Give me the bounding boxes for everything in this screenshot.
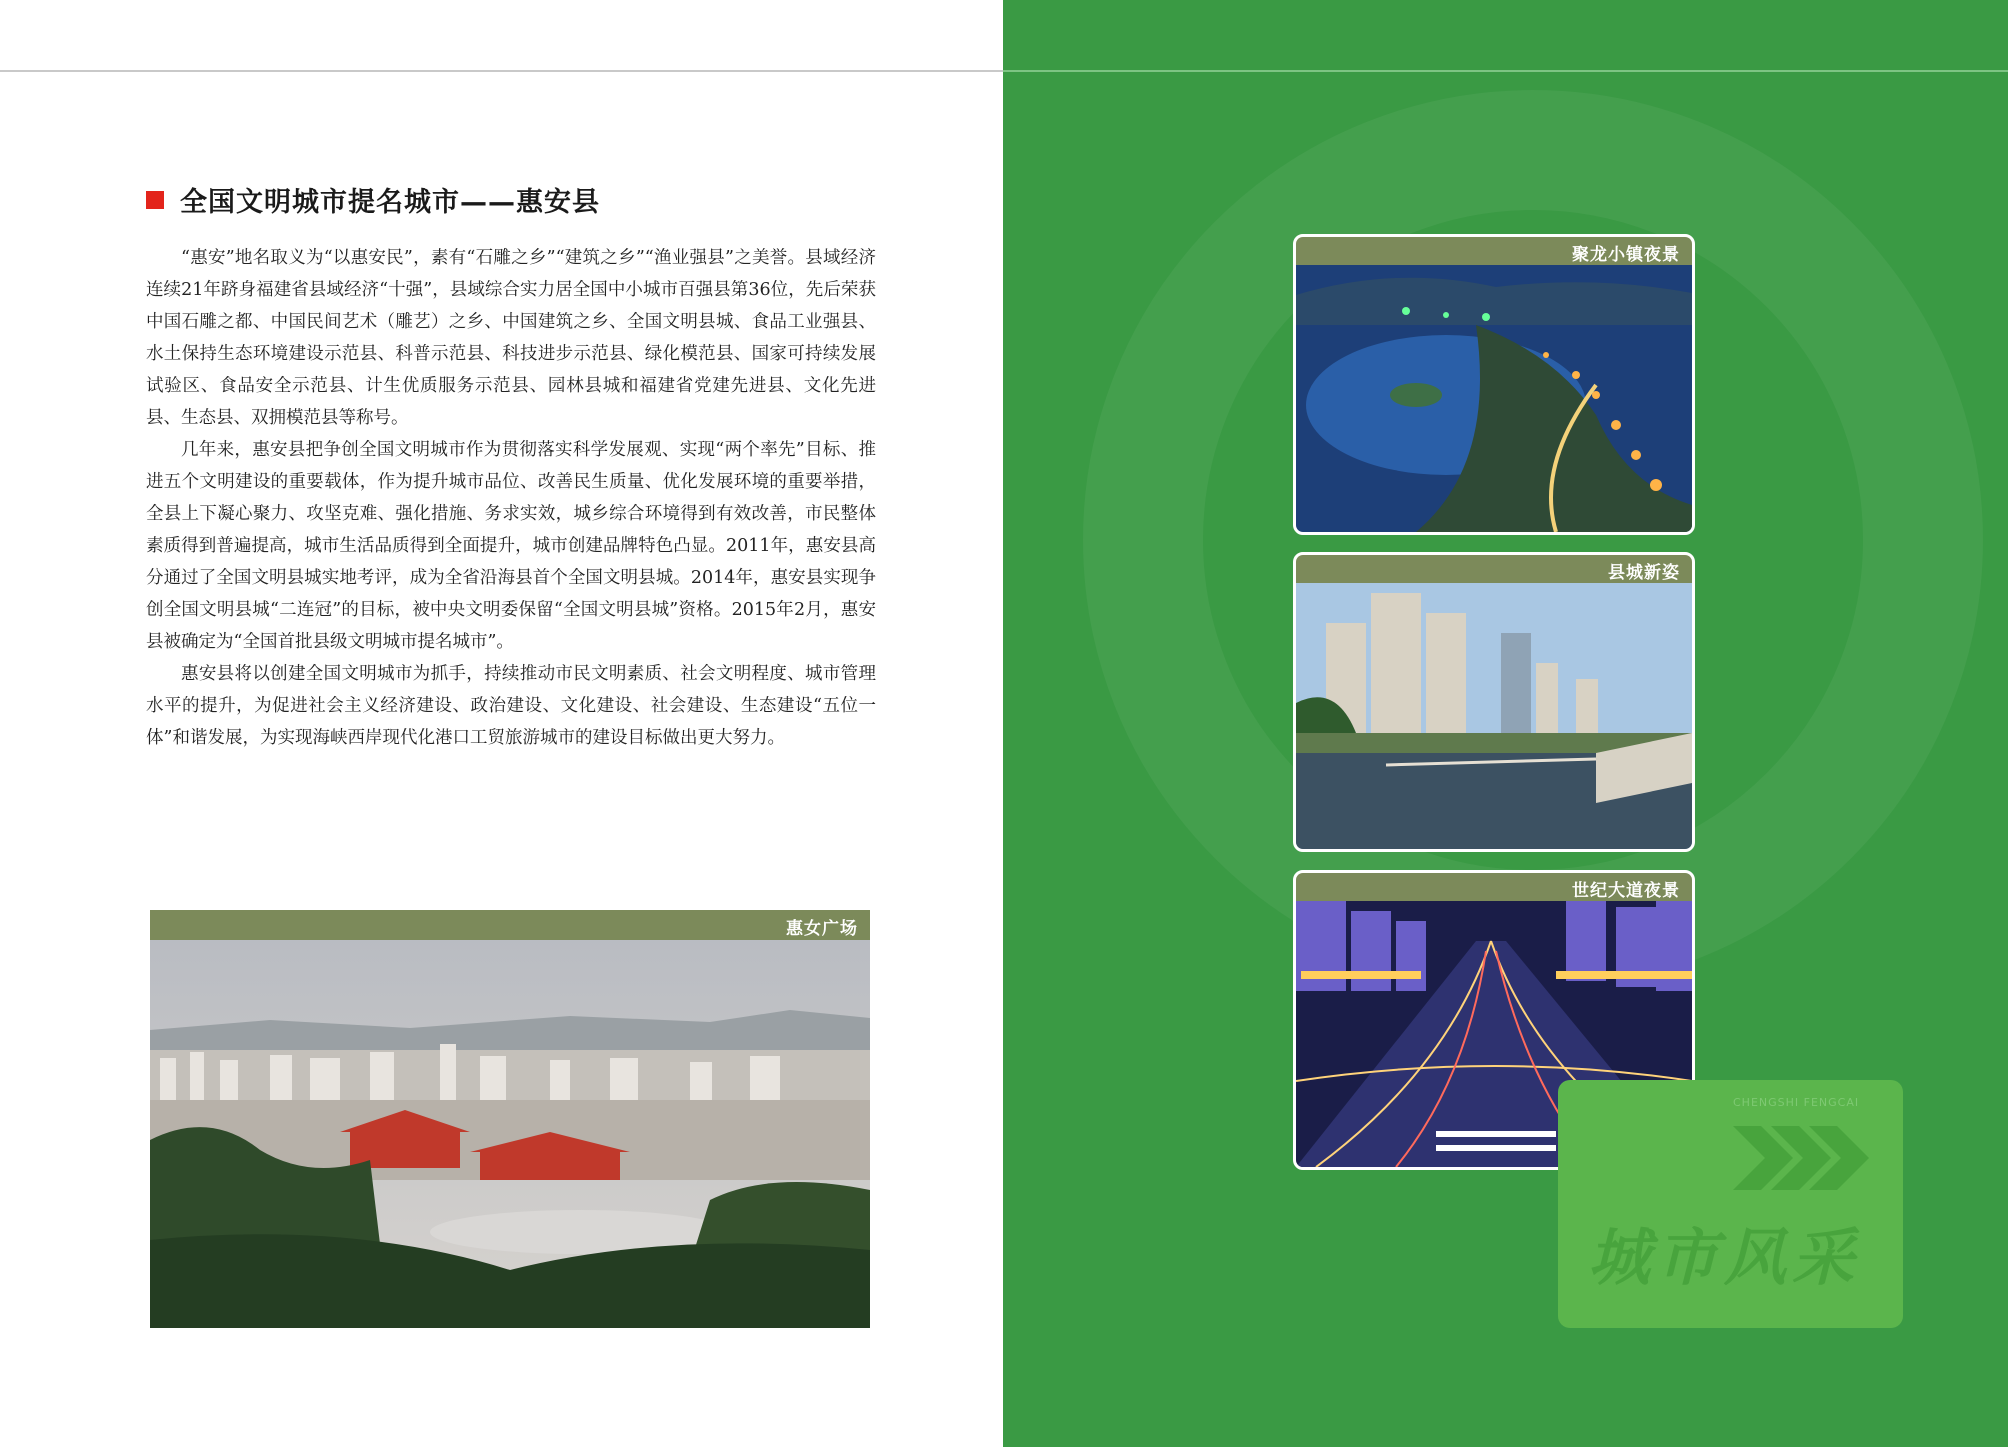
photo-caption: 聚龙小镇夜景 bbox=[1296, 237, 1692, 265]
background-emblem-watermark bbox=[1083, 90, 1983, 990]
paragraph: “惠安”地名取义为“以惠安民”，素有“石雕之乡”“建筑之乡”“渔业强县”之美誉。县域经济连续21年跻身福建省县域经济“十强”，县域综合实力居全国中小城市百强县第36位，先后荣获中国石雕之都、中国民间艺术（雕艺）之乡、中国建筑之乡、全国文明县城、食品工业强县、水土保持生态环境建设示范县、科普示范县、科技进步示范县、绿化模范县、国家可持续发展试验区、食品安全示范县、计生优质服务示范县、园林县城和福建省党建先进县、文化先进县、生态县、双拥模范县等称号。 bbox=[146, 248, 876, 428]
heading-marker-icon bbox=[146, 191, 164, 209]
riverside-buildings-image bbox=[1296, 583, 1692, 849]
photo-card-julong-town bbox=[1293, 234, 1695, 535]
photo-card-county-new-look bbox=[1293, 552, 1695, 852]
badge-chinese-label: 城市风采 bbox=[1588, 1221, 1861, 1294]
chevron-right-icon bbox=[1733, 1118, 1873, 1198]
paragraph: 几年来，惠安县把争创全国文明城市作为贯彻落实科学发展观、实现“两个率先”目标、推进五个文明建设的重要载体，作为提升城市品位、改善民生质量、优化发展环境的重要举措，全县上下凝心聚力、攻坚克难、强化措施、务求实效，城乡综合环境得到有效改善，市民整体素质得到普遍提高，城市生活品质得到全面提升，城市创建品牌特色凸显。2011年，惠安县高分通过了全国文明县城实地考评，成为全省沿海县首个全国文明县城。2014年，惠安县实现争创全国文明县城“二连冠”的目标，被中央文明委保留“全国文明县城”资格。2015年2月，惠安县被确定为“全国首批县级文明城市提名城市”。 bbox=[146, 440, 876, 652]
photo-county-new-look bbox=[1296, 583, 1692, 849]
paragraph: 惠安县将以创建全国文明城市为抓手，持续推动市民文明素质、社会文明程度、城市管理水平的提升，为促进社会主义经济建设、政治建设、文化建设、社会建设、生态建设“五位一体”和谐发展，为实现海峡西岸现代化港口工贸旅游城市的建设目标做出更大努力。 bbox=[146, 664, 876, 748]
top-rule bbox=[0, 70, 1003, 72]
photo-huinv-square bbox=[150, 940, 870, 1328]
top-rule bbox=[1003, 70, 2008, 72]
article-body bbox=[146, 242, 876, 754]
photo-caption: 世纪大道夜景 bbox=[1296, 873, 1692, 901]
section-title: 全国文明城市提名城市——惠安县 bbox=[180, 187, 600, 218]
right-page bbox=[1003, 0, 2008, 1447]
section-badge bbox=[1558, 1080, 1903, 1328]
badge-english-label: CHENGSHI FENGCAI bbox=[1733, 1096, 1860, 1109]
night-lake-image bbox=[1296, 265, 1692, 532]
section-heading bbox=[146, 180, 600, 219]
photo-caption: 县城新姿 bbox=[1296, 555, 1692, 583]
left-page bbox=[0, 0, 1003, 1447]
photo-caption: 惠女广场 bbox=[150, 910, 870, 940]
photo-card-huinv-square bbox=[150, 910, 870, 1328]
photo-julong-town-night bbox=[1296, 265, 1692, 532]
city-panorama-image bbox=[150, 940, 870, 1328]
